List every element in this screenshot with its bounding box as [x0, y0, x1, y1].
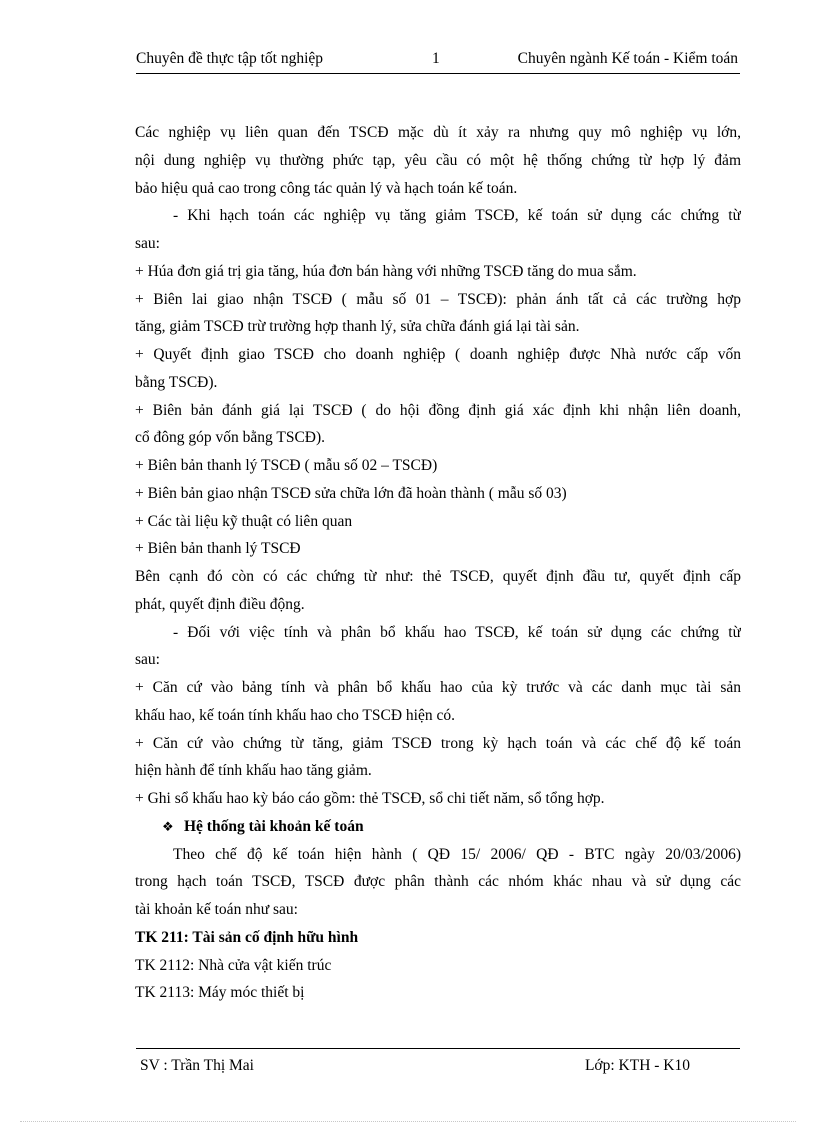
text-line: [135, 785, 741, 813]
line-text: tài khoản kế toán như sau:: [135, 901, 298, 918]
text-line: [135, 757, 741, 785]
line-text: nội dung nghiệp vụ thường phức tạp, yêu cầu có một hệ thống chứng từ hợp lý đảm: [135, 151, 741, 169]
line-text: TK 211: Tài sản cố định hữu hình: [135, 928, 359, 946]
line-text: tăng, giảm TSCĐ trừ trường hợp thanh lý, sửa chữa đánh giá lại tài sản.: [135, 318, 580, 336]
line-text: + Biên bản thanh lý TSCĐ ( mẫu số 02 – TSCĐ): [135, 457, 438, 474]
line-text: + Biên lai giao nhận TSCĐ ( mẫu số 01 – TSCĐ): phản ánh tất cả các trường hợp: [135, 290, 741, 308]
line-text: sau:: [135, 651, 160, 669]
text-line: [135, 979, 741, 1007]
text-line: [135, 341, 741, 369]
line-text: + Biên bản giao nhận TSCĐ sửa chữa lớn đã hoàn thành ( mẫu số 03): [135, 484, 567, 502]
text-line: [135, 202, 741, 230]
line-text: + Căn cứ vào chứng từ tăng, giảm TSCĐ trong kỳ hạch toán và các chế độ kế toán: [135, 734, 741, 752]
text-line: [135, 147, 741, 175]
line-text: + Quyết định giao TSCĐ cho doanh nghiệp ( doanh nghiệp được Nhà nước cấp vốn: [135, 346, 741, 363]
text-line: [135, 535, 741, 563]
text-line: [135, 896, 741, 924]
text-line: [135, 397, 741, 425]
page-footer: [140, 1054, 690, 1078]
line-text: + Căn cứ vào bảng tính và phân bổ khấu hao của kỳ trước và các danh mục tài sản: [135, 679, 741, 696]
text-line: [135, 619, 741, 647]
text-line: [135, 480, 741, 508]
text-line: [135, 313, 741, 341]
header-major: Chuyên ngành Kế toán - Kiểm toán: [517, 50, 738, 67]
line-text: - Đối với việc tính và phân bổ khấu hao TSCĐ, kế toán sử dụng các chứng từ: [173, 623, 741, 641]
text-line: [135, 952, 741, 980]
text-line: [135, 563, 741, 591]
footer-divider: [136, 1048, 740, 1049]
line-text: khấu hao, kế toán tính khấu hao cho TSCĐ hiện có.: [135, 706, 455, 724]
line-text: + Húa đơn giá trị gia tăng, húa đơn bán hàng với những TSCĐ tăng do mua sắm.: [135, 262, 637, 280]
page-edge: [20, 1121, 796, 1122]
account-heading: [135, 924, 741, 952]
text-line: [135, 369, 741, 397]
line-text: phát, quyết định điều động.: [135, 595, 305, 613]
section-heading: [135, 813, 741, 841]
text-line: [135, 452, 741, 480]
text-line: [135, 730, 741, 758]
footer-class: Lớp: KTH - K10: [584, 1057, 690, 1074]
line-text: Hệ thống tài khoản kế toán: [184, 817, 364, 835]
text-line: [135, 119, 741, 147]
line-text: cổ đông góp vốn bằng TSCĐ).: [135, 429, 326, 447]
line-text: + Biên bản thanh lý TSCĐ: [135, 540, 301, 558]
text-line: [135, 591, 741, 619]
line-text: hiện hành để tính khấu hao tăng giảm.: [135, 762, 372, 780]
line-text: Bên cạnh đó còn có các chứng từ như: thẻ TSCĐ, quyết định đầu tư, quyết định cấp: [135, 568, 741, 585]
text-line: [135, 646, 741, 674]
line-text: + Ghi sổ khấu hao kỳ báo cáo gồm: thẻ TSCĐ, sổ chi tiết năm, sổ tổng hợp.: [135, 790, 605, 807]
line-text: TK 2113: Máy móc thiết bị: [135, 984, 305, 1002]
line-text: trong hạch toán TSCĐ, TSCĐ được phân thành các nhóm khác nhau và sử dụng các: [135, 873, 741, 891]
document-body: [135, 119, 741, 1007]
text-line: [135, 702, 741, 730]
text-line: [135, 286, 741, 314]
header-page-number: 1: [432, 50, 440, 67]
line-text: bằng TSCĐ).: [135, 373, 218, 391]
page-header: [136, 47, 738, 71]
text-line: [135, 175, 741, 203]
line-text: TK 2112: Nhà cửa vật kiến trúc: [135, 956, 332, 974]
header-thesis-title: Chuyên đề thực tập tốt nghiệp: [136, 50, 324, 67]
text-line: [135, 424, 741, 452]
text-line: [135, 868, 741, 896]
header-divider: [136, 73, 740, 74]
line-text: - Khi hạch toán các nghiệp vụ tăng giảm TSCĐ, kế toán sử dụng các chứng từ: [173, 207, 741, 225]
line-text: Các nghiệp vụ liên quan đến TSCĐ mặc dù ít xảy ra nhưng quy mô nghiệp vụ lớn,: [135, 124, 741, 141]
text-line: [135, 258, 741, 286]
line-text: sau:: [135, 235, 160, 252]
line-text: bảo hiệu quả cao trong công tác quản lý và hạch toán kế toán.: [135, 179, 518, 197]
line-text: + Các tài liệu kỹ thuật có liên quan: [135, 512, 353, 530]
text-line: [135, 508, 741, 536]
line-text: Theo chế độ kế toán hiện hành ( QĐ 15/ 2006/ QĐ - BTC ngày 20/03/2006): [173, 845, 741, 863]
text-line: [135, 230, 741, 258]
footer-student-name: SV : Trần Thị Mai: [140, 1057, 254, 1074]
text-line: [135, 841, 741, 869]
line-text: + Biên bản đánh giá lại TSCĐ ( do hội đồng định giá xác định khi nhận liên doanh,: [135, 401, 741, 419]
diamond-bullet-icon: ❖: [162, 818, 174, 834]
text-line: [135, 674, 741, 702]
